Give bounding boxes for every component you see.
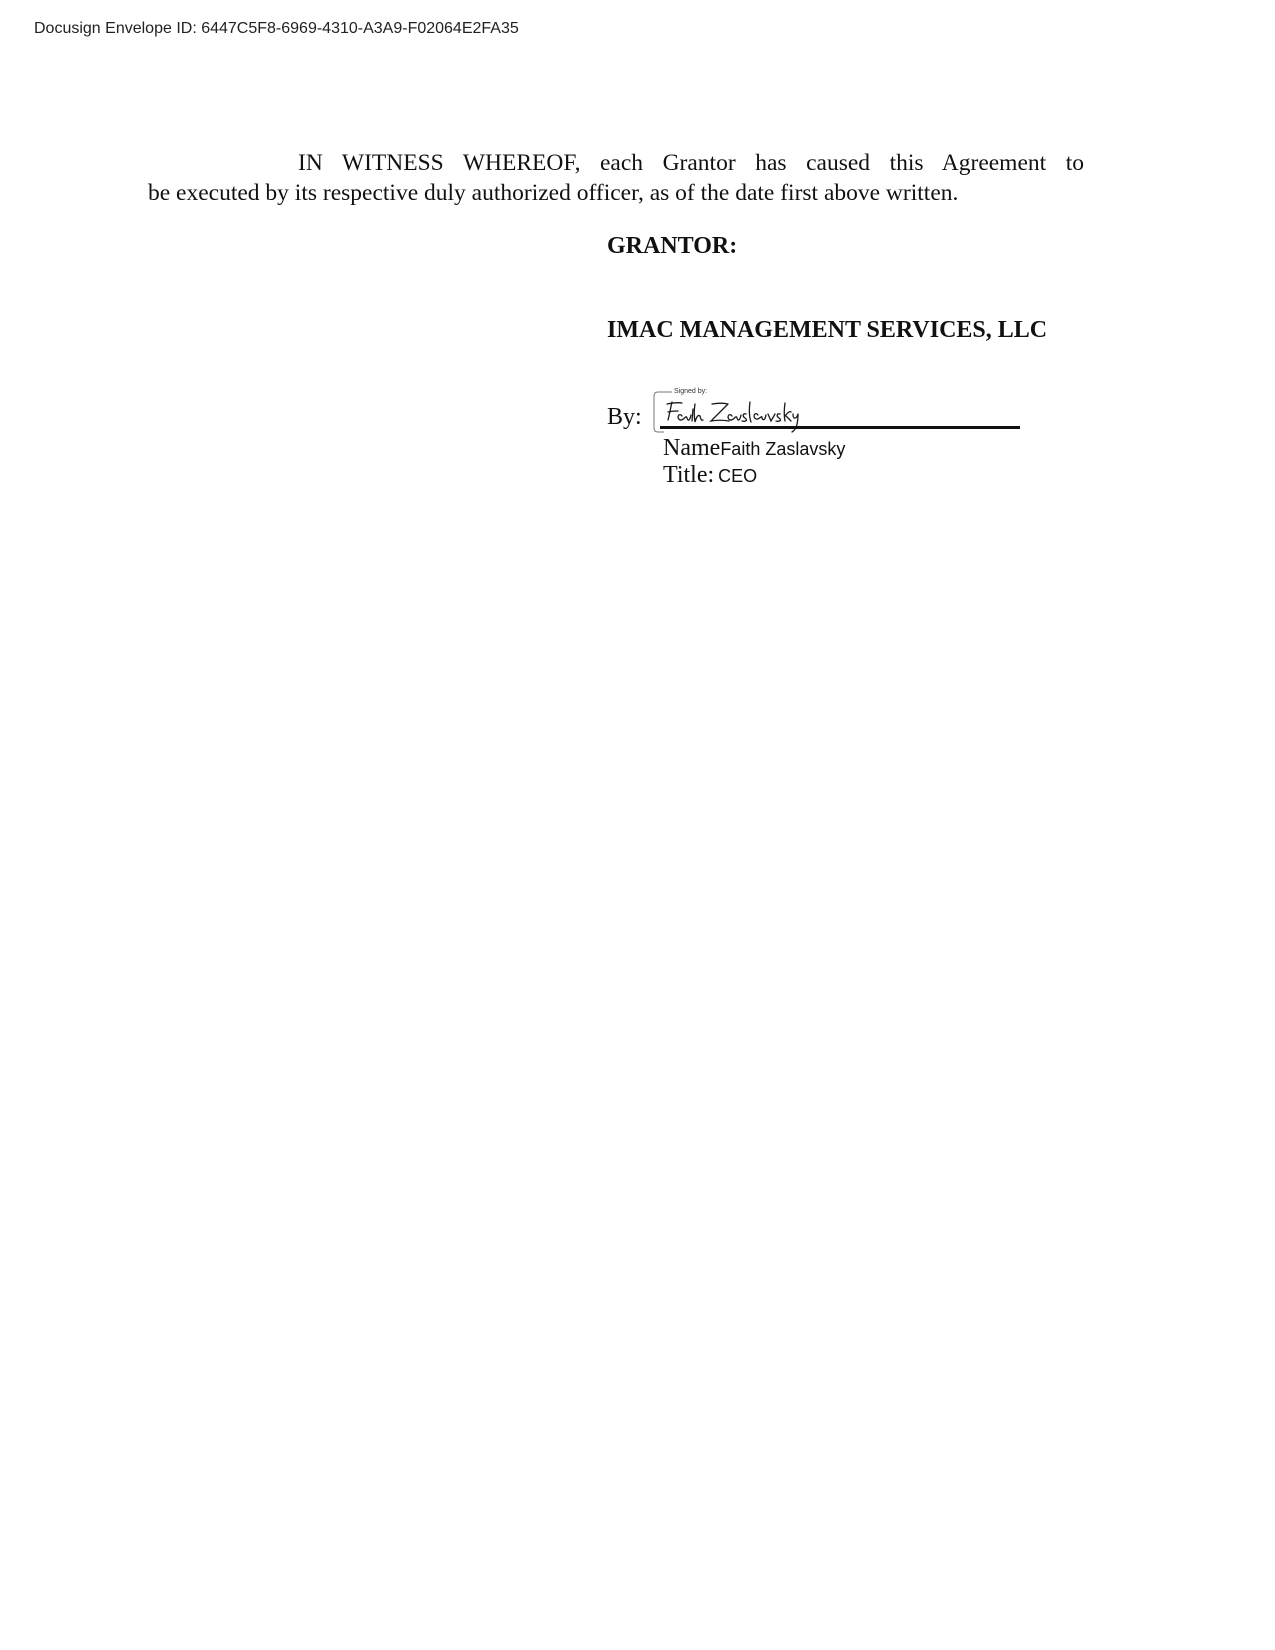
- by-label: By:: [607, 404, 642, 430]
- signed-by-label: Signed by:: [674, 388, 708, 395]
- signer-title-value: CEO: [718, 466, 758, 486]
- docusign-envelope-id: Docusign Envelope ID: 6447C5F8-6969-4310-A3A9-F02064E2FA35: [34, 20, 519, 37]
- signature-line: [660, 426, 1020, 429]
- witness-line-2: be executed by its respective duly authorized officer, as of the date first above written.: [148, 180, 959, 206]
- signer-name-value: Faith Zaslavsky: [720, 439, 846, 459]
- witness-paragraph: [148, 148, 1084, 208]
- name-label: Name: [663, 435, 721, 461]
- company-name: IMAC MANAGEMENT SERVICES, LLC: [607, 317, 1048, 343]
- witness-line-1: IN WITNESS WHEREOF, each Grantor has caused this Agreement to: [298, 150, 1084, 176]
- title-label: Title:: [663, 462, 715, 488]
- docusign-signature-field: [650, 384, 1020, 434]
- signer-name-row: [663, 435, 845, 462]
- grantor-heading: GRANTOR:: [607, 233, 738, 259]
- signer-title-row: [663, 462, 757, 489]
